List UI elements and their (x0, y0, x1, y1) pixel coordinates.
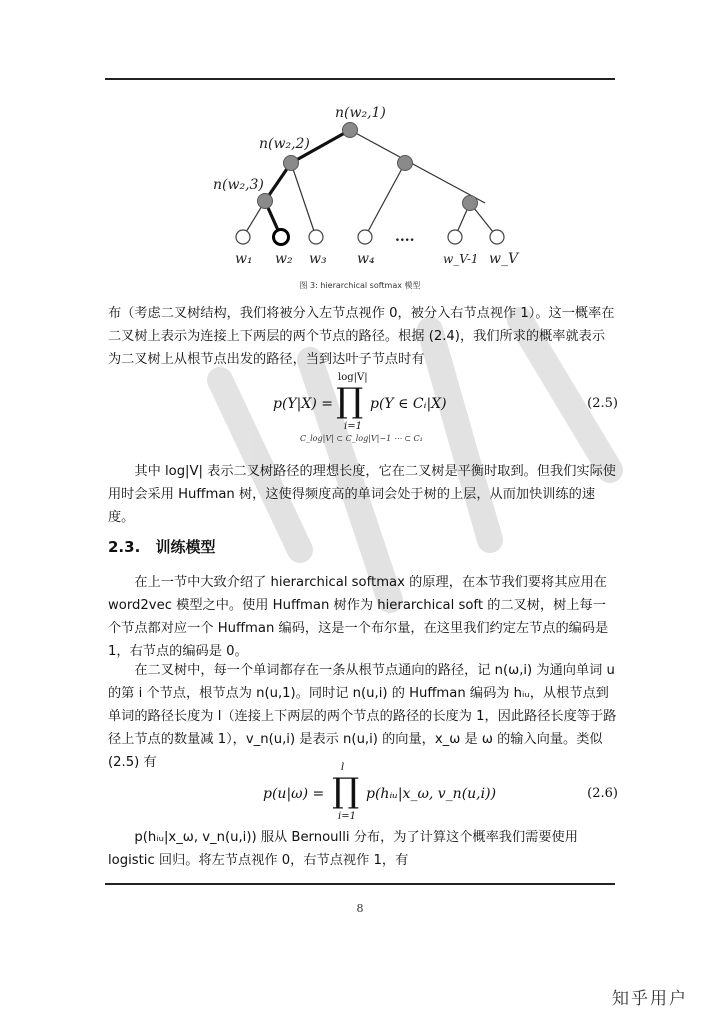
section-title: 训练模型 (155, 538, 216, 556)
leaf-label-wv: w_V (489, 251, 519, 267)
node-label-2: n(w₂,2) (259, 136, 310, 152)
eq25-lhs: p(Y|X) = (273, 396, 333, 412)
tree-node-right-sub (463, 196, 478, 211)
paragraph-1 (108, 302, 618, 371)
paragraph-1-text: 布（考虑二叉树结构，我们将被分入左节点视作 0，被分入右节点视作 1）。这一概率在二叉树上表示为连接上下两层的两个节点的路径。根据 (2.4)，我们所求的概率就表示为二叉树上从根节点出发的路径，当到达叶子节点时有 (108, 306, 615, 367)
eq25-chain: C_log|V| ⊂ C_log|V|−1 ⋯ ⊂ C₁ (300, 434, 423, 443)
eq26-upper: l (341, 762, 345, 773)
paragraph-2-text: 其中 log|V| 表示二叉树路径的理想长度，它在二叉树是平衡时取到。但我们实际使用时会采用 Huffman 树，这使得频度高的单词会处于树的上层，从而加快训练的速度。 (108, 464, 616, 525)
tree-node-n1 (343, 123, 358, 138)
eq25-number: (2.5) (587, 396, 618, 411)
figure-caption: 图 3: hierarchical softmax 模型 (299, 281, 421, 290)
paragraph-4-text: 在二叉树中，每一个单词都存在一条从根节点通向的路径，记 n(ω,i) 为通向单词 u 的第 i 个节点，根节点为 n(u,1)。同时记 n(u,i) 的 Huffman 编码为 hᵢᵤ，从根节点到单词的路径长度为 l（连接上下两层的两个节点的路径的长度为 1，因此路径长度等于路径上节点的数量减 1），v_n(u,i) 是表示 n(u,i) 的向量，x_ω 是 ω 的输入向量。类似 (2.5) 有 (108, 663, 617, 770)
eq26-number: (2.6) (587, 786, 618, 801)
paragraph-5 (108, 826, 618, 872)
header-rule (105, 78, 615, 80)
tree-leaf-w3 (309, 230, 323, 244)
tree-leaf-w1 (236, 230, 250, 244)
paragraph-3-text: 在上一节中大致介绍了 hierarchical softmax 的原理，在本节我们要将其应用在 word2vec 模型之中。使用 Huffman 树作为 hierarchical soft 的二叉树，树上每一个节点都对应一个 Huffman 编码，这是一个布尔量，在这里我们约定左节点的编码是 1，右节点的编码是 0。 (108, 575, 609, 659)
leaf-label-ellipsis: .... (395, 229, 415, 245)
paragraph-5-text: p(hᵢᵤ|x_ω, v_n(u,i)) 服从 Bernoulli 分布，为了计算这个概率我们需要使用 logistic 回归。将左节点视作 0，右节点视作 1，有 (108, 830, 578, 868)
eq26-rhs: p(hᵢᵤ|x_ω, v_n(u,i)) (366, 786, 497, 802)
eq25-product: ∏ (336, 381, 364, 421)
footer-rule (105, 883, 615, 885)
section-number: 2.3. (108, 538, 141, 556)
hierarchical-softmax-tree (205, 95, 525, 275)
eq25-upper: log|V| (338, 372, 368, 383)
brand-watermark-text: 知乎用户 (612, 989, 688, 1009)
leaf-label-wv1: w_V-1 (443, 252, 479, 266)
node-label-3: n(w₂,3) (213, 177, 264, 193)
page-number: 8 (356, 902, 364, 915)
tree-node-right (398, 156, 413, 171)
leaf-label-w2: w₂ (275, 251, 293, 267)
leaf-label-w1: w₁ (235, 251, 253, 267)
paragraph-2 (108, 460, 618, 529)
eq26-lower: i=1 (338, 811, 356, 822)
equation-2-6 (108, 762, 618, 824)
eq25-lower: i=1 (344, 421, 362, 432)
section-heading (108, 536, 216, 557)
leaf-label-w3: w₃ (309, 251, 327, 267)
paragraph-3 (108, 571, 618, 663)
tree-leaf-w2 (274, 230, 289, 245)
node-label-1: n(w₂,1) (335, 105, 386, 121)
leaf-label-w4: w₄ (357, 251, 375, 267)
eq26-lhs: p(u|ω) = (263, 786, 325, 802)
tree-node-n3 (258, 194, 273, 209)
tree-node-n2 (284, 156, 299, 171)
tree-leaf-wv1 (448, 230, 462, 244)
eq26-product: ∏ (332, 771, 360, 811)
eq25-rhs: p(Y ∈ Cᵢ|X) (370, 396, 447, 412)
paragraph-4 (108, 659, 618, 774)
tree-leaf-w4 (358, 230, 372, 244)
tree-leaf-wv (490, 230, 504, 244)
